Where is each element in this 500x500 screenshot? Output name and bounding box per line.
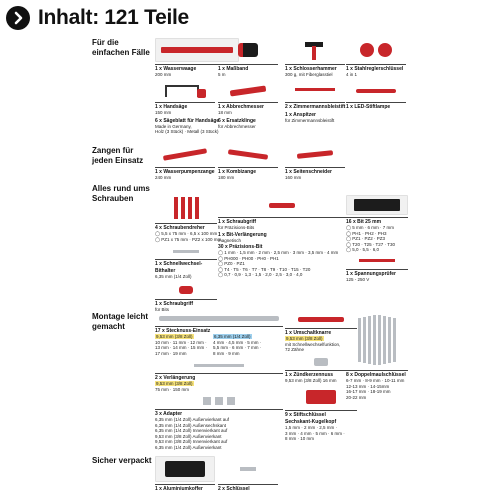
item-koffer: 1 x Aluminiumkoffer — [155, 456, 215, 492]
item-praezision: 1 x Schraubgriff für Präzisions-Bits 1 x Bit-Verlängerung magnetisch 30 x Präzisions-Bit ◯ 1 mm · 1,5 mm · 2 mm · 2,5 mm · 3 mm · 3,5 mm · 4 mm ◯ PH000 · PH00 · PH0 · PH1 ◯ PZ0 · PZ1 ◯ T4 · T5 · T6 · T7 · T8 · T9 · T10 · T15 · T20 ◯ 0,7 · 0,9 · 1,3 · 1,5 · 2,0 · 2,5 · 3,0 · 4,0 — [218, 195, 346, 278]
item-schraubendreher: 4 x Schraubendreher ◯ 5,5 x 75 mm · 6,5 x 100 mm ◯ PZ1 x 75 mm · PZ2 x 100 mm 1 x Schnellwechsel- Bithalter 6,35 mm (1/4 Zoll) 1 x Schraubgriff für Bits — [155, 195, 217, 312]
item-bleistift: 2 x Zimmermannsbleistift 1 x Anspitzer für Zimmermannsbleistift — [285, 82, 345, 124]
bit-case-icon — [346, 195, 408, 215]
extension-bar-icon — [155, 359, 283, 371]
page-header — [6, 4, 189, 32]
screwdriver-icon — [155, 195, 217, 221]
item-stahlregler: 1 x Stahlreglerschlüssel 4 in 1 — [346, 38, 406, 78]
section-label-verpackt: Sicher verpackt — [92, 456, 152, 465]
section-label-einfache-faelle: Für die einfachen Fälle — [92, 38, 150, 57]
hammer-icon — [285, 38, 345, 62]
item-wasserpumpenzange: 1 x Wasserpumpenzange 240 mm — [155, 143, 215, 181]
screw-handle-icon — [155, 283, 217, 297]
item-seitenschneider: 1 x Seitenschneider 160 mm — [285, 143, 345, 181]
precision-bit-set-icon — [218, 195, 346, 215]
item-abbrechmesser: 1 x Abbrechmesser 18 mm 6 x Ersatzklinge für Abbrechmesser — [218, 82, 278, 129]
tool-case-icon — [155, 456, 215, 482]
wrench-set-icon — [346, 312, 408, 368]
item-umschalt: 1 x Umschaltknarre 9,53 mm (3/8 Zoll) mit Schnellwechselfunktion, 72 Zähne 1 x Zündkerzennuss 9,53 mm (3/8 Zoll) 16 mm 9 x Stiftschlüssel Sechskant-Kugelkopf 1,5 mm · 2 mm · 2,5 mm · 3 mm · 4 mm · 5 mm · 6 mm · 8 mm · 10 mm — [285, 312, 357, 442]
page-title: Inhalt: 121 Teile — [38, 6, 189, 29]
flashlight-icon — [346, 82, 406, 100]
socket-set-icon — [155, 312, 283, 324]
item-led: 1 x LED-Stiftlampe — [346, 82, 406, 110]
item-schluessel: 2 x Schlüssel — [218, 456, 278, 492]
item-bit25: 16 x Bit 25 mm ◯ 5 mm · 6 mm · 7 mm ◯ PH1 · PH2 · PH3 ◯ PZ1 · PZ2 · PZ3 ◯ T20 · T25 · T27 · T30 ◯ 5,0 · 5,5 · 6,0 1 x Spannungsprüfer 125 - 250 V — [346, 195, 408, 282]
section-label-montage: Montage leicht gemacht — [92, 312, 149, 331]
item-kombizange: 1 x Kombizange 180 mm — [218, 143, 278, 181]
voltage-tester-icon — [346, 255, 408, 267]
chevron-right-icon — [6, 6, 30, 30]
item-handsaege: 1 x Handsäge 150 mm 6 x Sägeblatt für Handsäge Made in Germany, Holz (3 Stück) · Metall (3 Stück) — [155, 82, 215, 135]
tape-measure-icon — [218, 38, 278, 62]
key-icon — [218, 456, 278, 482]
item-hammer: 1 x Schlosserhammer 300 g, mit Fiberglasstiel — [285, 38, 345, 78]
hacksaw-icon — [155, 82, 215, 100]
side-cutter-icon — [285, 143, 345, 165]
pliers-icon — [155, 143, 215, 165]
section-label-zangen: Zangen für jeden Einsatz — [92, 146, 144, 165]
combination-pliers-icon — [218, 143, 278, 165]
item-massband: 1 x Maßband 5 m — [218, 38, 278, 78]
adapter-icon — [155, 395, 283, 407]
bit-holder-icon — [155, 245, 217, 257]
pencil-icon — [285, 82, 345, 100]
item-stecknuss: 17 x Stecknuss-Einsatz 9,53 mm (3/8 Zoll) 10 mm · 11 mm · 12 mm · 13 mm · 14 mm · 15 mm · 17 mm · 19 mm 6,35 mm (1/4 Zoll) 4 mm · 4,5 mm · 5 mm · 5,5 mm · 6 mm · 7 mm · 8 mm · 9 mm 2 x Verlängerung 9,53 mm (3/8 Zoll) 75 mm · 150 mm 3 x Adapter 6,35 mm (1/4 Zoll) Außenvierkant auf 6,35 mm (1/4 Zoll) Außensechskant 6,35 mm (1/4 Zoll) Innenvierkant auf 9,53 mm (3/8 Zoll) Außenvierkant 9,53 mm (3/8 Zoll) Innenvierkant auf 6,35 mm (1/4 Zoll) Außenvierkant — [155, 312, 283, 450]
item-doppelmaul: 8 x Doppelmaulschlüssel 6-7 mm · 8-9 mm · 10-11 mm 12-13 mm · 14-15mm 16-17 mm · 18-19 mm 20-22 mm — [346, 312, 408, 400]
cutter-knife-icon — [218, 82, 278, 100]
section-label-schrauben: Alles rund ums Schrauben — [92, 184, 150, 203]
valve-key-icon — [346, 38, 406, 62]
item-wasserwaage: 1 x Wasserwaage 200 mm — [155, 38, 239, 78]
